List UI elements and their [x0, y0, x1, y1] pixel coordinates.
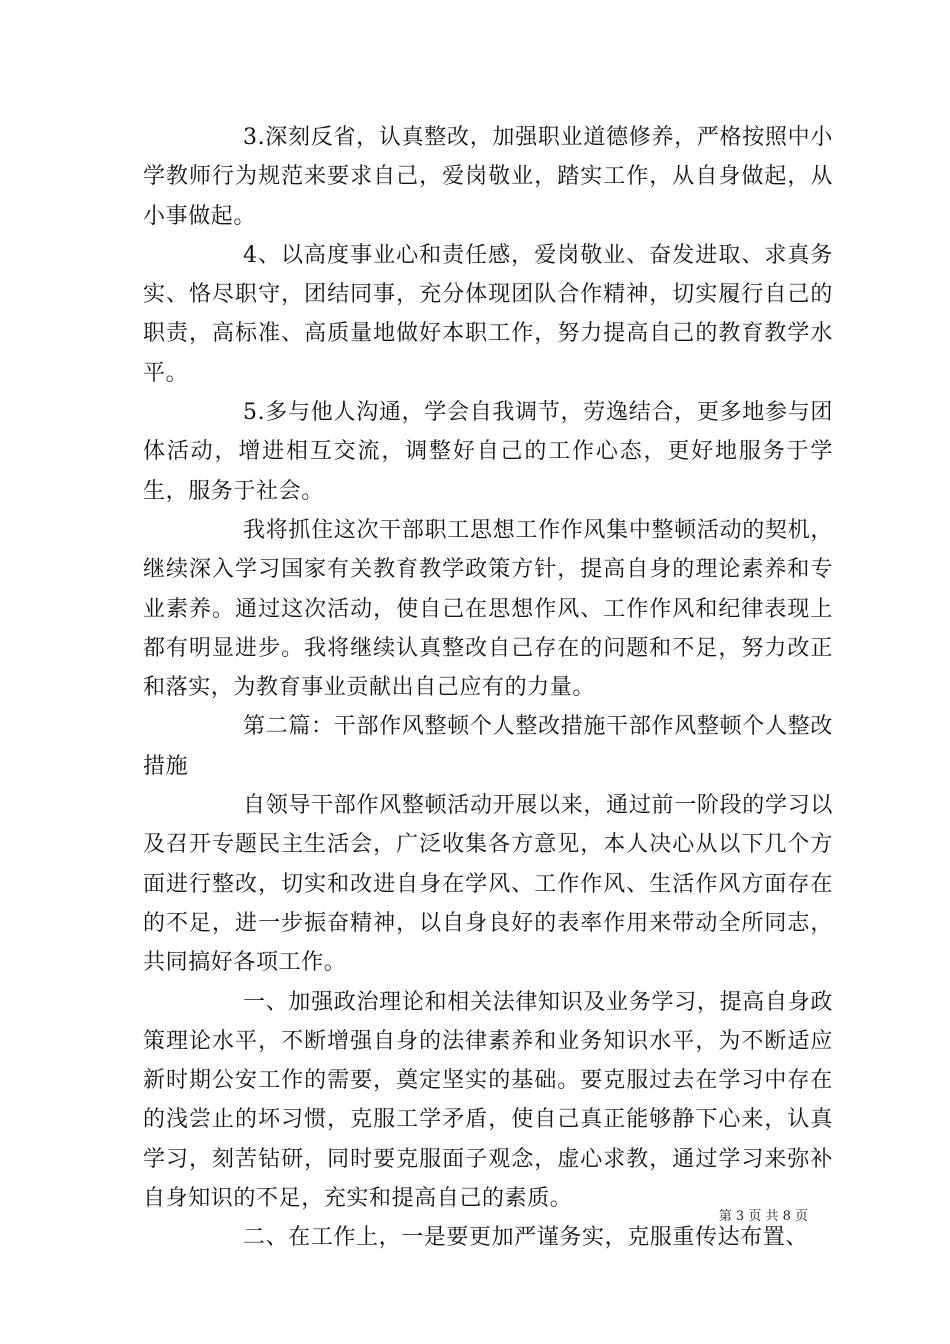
paragraph-introduction: 自领导干部作风整顿活动开展以来，通过前一阶段的学习以及召开专题民主生活会，广泛收集各方意见，本人决心从以下几个方面进行整改，切实和改进自身在学风、工作作风、生活作风方面存在的不足，进一步振奋精神，以自身良好的表率作用来带动全所同志，共同搞好各项工作。: [143, 793, 833, 976]
page-number-footer: 第 3 页 共 8 页: [718, 1209, 808, 1224]
paragraph-item-3: 3.深刻反省，认真整改，加强职业道德修养，严格按照中小学教师行为规范来要求自己，爱岗敬业，踏实工作，从自身做起，从小事做起。: [143, 125, 833, 229]
paragraph-point-one: 一、加强政治理论和相关法律知识及业务学习，提高自身政策理论水平，不断增强自身的法律素养和业务知识水平，为不断适应新时期公安工作的需要，奠定坚实的基础。要克服过去在学习中存在的浅尝止的坏习惯，克服工学矛盾，使自己真正能够静下心来，认真学习，刻苦钻研，同时要克服面子观念，虚心求教，通过学习来弥补自身知识的不足，充实和提高自己的素质。: [143, 989, 833, 1212]
paragraph-item-5: 5.多与他人沟通，学会自我调节，劳逸结合，更多地参与团体活动，增进相互交流，调整好自己的工作心态，更好地服务于学生，服务于社会。: [143, 400, 833, 504]
document-body: [143, 118, 833, 1258]
section-heading-second-article: 第二篇：干部作风整顿个人整改措施干部作风整顿个人整改措施: [143, 714, 833, 779]
paragraph-conclusion: 我将抓住这次干部职工思想工作作风集中整顿活动的契机，继续深入学习国家有关教育教学政策方针，提高自身的理论素养和专业素养。通过这次活动，使自己在思想作风、工作作风和纪律表现上都有明显进步。我将继续认真整改自己存在的问题和不足，努力改正和落实，为教育事业贡献出自己应有的力量。: [143, 517, 833, 701]
paragraph-item-4: 4、以高度事业心和责任感，爱岗敬业、奋发进取、求真务实、恪尽职守，团结同事，充分体现团队合作精神，切实履行自己的职责，高标准、高质量地做好本职工作，努力提高自己的教育教学水平。: [143, 242, 833, 386]
paragraph-point-two: 二、在工作上，一是要更加严谨务实，克服重传达布置、: [243, 1225, 809, 1251]
